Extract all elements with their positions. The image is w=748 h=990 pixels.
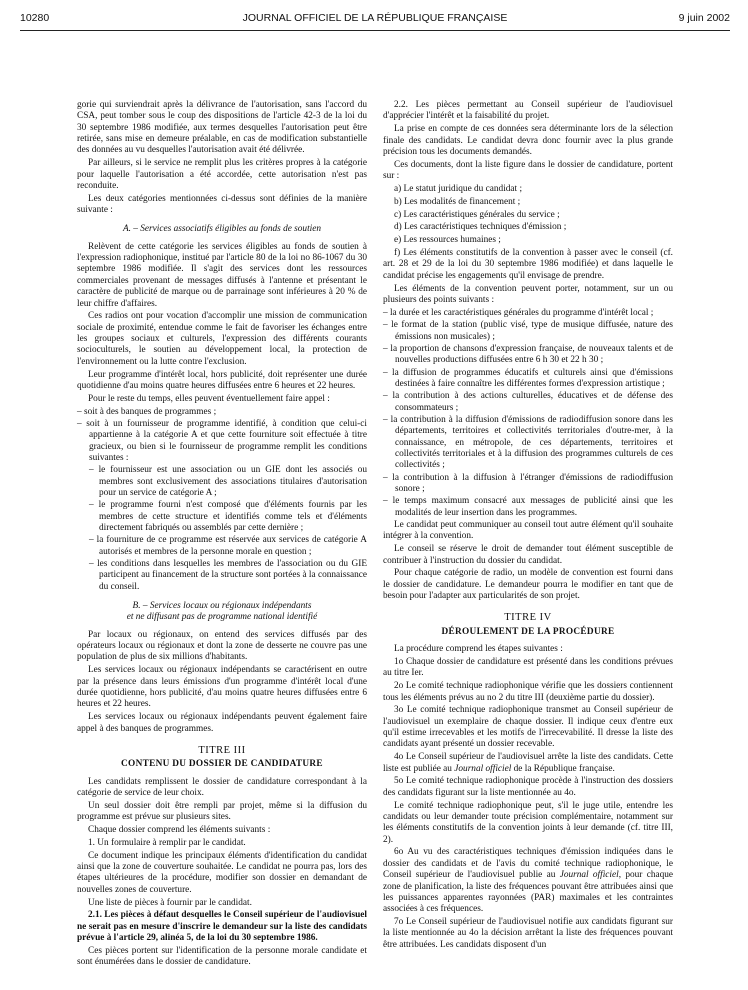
paragraph: 1. Un formulaire à remplir par le candidat.: [88, 837, 246, 848]
paragraph: Pour chaque catégorie de radio, un modèle de convention est fourni dans le dossier de candidature. Le demandeur pourra le modifier en tant que de besoin pour l'adapter aux particularités de son projet.: [383, 568, 673, 602]
paragraph: Relèvent de cette catégorie les services éligibles au fonds de soutien à l'expression radiophonique, institué par l'article 80 de la loi no 86-1067 du 30 septembre 1986 modifiée. Il s'agit des services dont les ressources commerciales provenant de messages diffusés à l'antenne et présentant le caractère de publicité de marque ou de parrainage sont inférieures à 20 % de leur chiffre d'affaires.: [77, 241, 367, 309]
section-heading-b: [77, 601, 367, 624]
titre-iii-heading: TITRE III: [198, 744, 246, 756]
paragraph: 2.2. Les pièces permettant au Conseil supérieur de l'audiovisuel d'apprécier l'intérêt et la faisabilité du projet.: [383, 100, 673, 122]
journal-title: JOURNAL OFFICIEL DE LA RÉPUBLIQUE FRANÇAISE: [242, 12, 508, 24]
list-item: – la proportion de chansons d'expression française, de nouveaux talents et de nouvelles productions diffusées entre 6 h 30 et 22 h 30 ;: [383, 343, 673, 366]
list-item: c) Les caractéristiques générales du service ;: [394, 209, 560, 220]
list-item: – le programme fourni n'est composé que d'éléments fournis par les membres de cette structure et identifiés comme tels et d'éléments directement fabriqués ou assemblés par cette dernière ;: [89, 500, 367, 534]
list-item: – la fourniture de ce programme est réservée aux services de catégorie A autorisés et membres de la personne morale en question ;: [89, 535, 367, 557]
paragraph: Les services locaux ou régionaux indépendants se caractérisent en outre par la présence dans leurs émissions d'un programme d'intérêt local d'une durée quotidienne, hors publicité, d'au moins quatre heures diffusées entre 6 heures et 22 heures.: [77, 665, 367, 710]
paragraph: Chaque dossier comprend les éléments suivants :: [88, 824, 271, 835]
journal-officiel-ref: Journal officiel: [454, 763, 512, 774]
paragraph: 2.1. Les pièces à défaut desquelles le Conseil supérieur de l'audiovisuel ne serait pas en mesure d'inscrire le demandeur sur la liste des candidats prévue à l'article 29, alinéa 5, de la loi du 30 septembre 1986.: [77, 910, 367, 944]
paragraph: Les éléments de la convention peuvent porter, notamment, sur un ou plusieurs des points suivants :: [383, 283, 673, 305]
paragraph: Pour le reste du temps, elles peuvent éventuellement faire appel :: [88, 393, 330, 404]
list-item: a) Le statut juridique du candidat ;: [394, 183, 523, 194]
paragraph: Le conseil se réserve le droit de demander tout élément susceptible de contribuer à l'instruction du dossier du candidat.: [383, 544, 673, 566]
titre-iv-heading: TITRE IV: [504, 612, 552, 624]
list-item: – la contribution à la diffusion d'émissions de radiodiffusion sonore dans les départements, territoires et collectivités territoriales d'outre-mer, à la connaissance, en métropole, de ces départements, territoires et collectivités territoriales et à la diffusion des programmes culturels de ces collectivités ;: [383, 414, 673, 471]
list-item: – la durée et les caractéristiques générales du programme d'intérêt local ;: [383, 307, 654, 318]
text-run: , pour chaque zone de planification, la liste des fréquences pouvant être attribuées ainsi que les puissances apparentes rayonnées (PAR) maximales et les contraintes associées à ces fréquences.: [383, 870, 674, 915]
page-header: [20, 12, 730, 28]
journal-officiel-ref: Journal officiel: [559, 870, 619, 881]
section-heading-b-line2: et ne diffusant pas de programme national identifié: [126, 612, 318, 623]
paragraph: Par ailleurs, si le service ne remplit plus les critères propres à la catégorie pour laquelle l'autorisation a été accordée, cette autorisation n'est pas reconduite.: [77, 158, 367, 191]
paragraph: gorie qui surviendrait après la délivrance de l'autorisation, sans l'accord du CSA, peut tomber sous le coup des dispositions de l'article 42-3 de la loi du 30 septembre 1986 modifiée, aux termes desquelles l'autorisation peut être retirée, sans mise en demeure préalable, en cas de modification substantielle des données au vu desquelles l'autorisation avait été délivrée.: [77, 100, 367, 156]
paragraph: La procédure comprend les étapes suivantes :: [394, 644, 563, 655]
paragraph: [383, 847, 673, 915]
paragraph: La prise en compte de ces données sera déterminante lors de la sélection finale des candidats. Le candidat devra donc fournir avec la plus grande précision tous les documents demandés.: [383, 124, 673, 157]
list-item: e) Les ressources humaines ;: [394, 235, 501, 246]
list-item: – le fournisseur est une association ou un GIE dont les associés ou membres sont exclusivement des associations titulaires d'autorisation pour un service de catégorie A ;: [89, 465, 367, 498]
paragraph: 7o Le Conseil supérieur de l'audiovisuel notifie aux candidats figurant sur la liste mentionnée au 4o la décision arrêtant la liste des fréquences pouvant être attribuées. Les candidats disposent d'un: [383, 917, 673, 950]
paragraph: Les services locaux ou régionaux indépendants peuvent également faire appel à des banques de programmes.: [77, 712, 367, 734]
list-item: – la contribution à des actions culturelles, éducatives et de défense des consommateurs ;: [383, 391, 673, 413]
list-item: b) Les modalités de financement ;: [394, 196, 521, 207]
issue-date: 9 juin 2002: [678, 12, 730, 24]
right-column: [383, 100, 673, 953]
paragraph: Ces pièces portent sur l'identification de la personne morale candidate et sont énumérées dans le dossier de candidature.: [77, 945, 367, 968]
paragraph: [383, 752, 673, 775]
paragraph: Ces documents, dont la liste figure dans le dossier de candidature, portent sur :: [383, 159, 673, 182]
paragraph: Les deux catégories mentionnées ci-dessus sont définies de la manière suivante :: [77, 193, 367, 216]
paragraph: 5o Le comité technique radiophonique procède à l'instruction des dossiers des candidats figurant sur la liste mentionnée au 4o.: [383, 776, 673, 798]
list-item: – les conditions dans lesquelles les membres de l'association ou du GIE participent au financement de la structure sont portées à la connaissance du conseil.: [89, 559, 367, 592]
left-column: [77, 100, 367, 970]
paragraph: 1o Chaque dossier de candidature est présenté dans les conditions prévues au titre Ier.: [383, 656, 673, 679]
text-run: 4o Le Conseil supérieur de l'audiovisuel arrête la liste des candidats. Cette liste est publiée au: [383, 752, 673, 774]
paragraph: 2o Le comité technique radiophonique vérifie que les dossiers contiennent tous les éléments prévus au no 2 du titre III (deuxième partie du dossier).: [383, 681, 673, 703]
paragraph: Leur programme d'intérêt local, hors publicité, doit représenter une durée quotidienne d'au moins quatre heures diffusées entre 6 heures et 22 heures.: [77, 369, 367, 391]
paragraph: Le comité technique radiophonique peut, s'il le juge utile, entendre les candidats ou leur demander toute précision complémentaire, notamment sur les éléments constitutifs de la convention joints à leur demande (cf. titre III, 2).: [383, 800, 673, 845]
list-item: – le temps maximum consacré aux messages de publicité ainsi que les modalités de leur insertion dans les programmes.: [383, 496, 673, 518]
titre-iii-subheading: CONTENU DU DOSSIER DE CANDIDATURE: [121, 759, 323, 770]
paragraph: Le candidat peut communiquer au conseil tout autre élément qu'il souhaite intégrer à la convention.: [383, 520, 673, 542]
paragraph: Les candidats remplissent le dossier de candidature correspondant à la catégorie de service de leur choix.: [77, 776, 367, 798]
paragraph: Ce document indique les principaux éléments d'identification du candidat ainsi que la zone de couverture souhaitée. Le candidat ne pourra pas, lors des étapes ultérieures de la procédure, modifier son dossier en demandant de nouvelles zones de couverture.: [77, 850, 367, 895]
section-heading-a: A. – Services associatifs éligibles au fonds de soutien: [122, 224, 322, 235]
list-item: d) Les caractéristiques techniques d'émission ;: [394, 222, 567, 233]
paragraph: Ces radios ont pour vocation d'accomplir une mission de communication sociale de proximité, entendue comme le fait de favoriser les échanges entre les groupes sociaux et culturels, l'expression des différents courants socioculturels, le soutien au développement local, la protection de l'environnement ou la lutte contre l'exclusion.: [77, 311, 367, 367]
list-item: – le format de la station (public visé, type de musique diffusée, nature des émissions non musicales) ;: [383, 320, 673, 342]
list-item: f) Les éléments constitutifs de la convention à passer avec le conseil (cf. art. 28 et 29 de la loi du 30 septembre 1986 modifiée) et dans laquelle le candidat précise les engagements qu'il envisage de prendre.: [383, 248, 673, 281]
paragraph: Une liste de pièces à fournir par le candidat.: [88, 897, 252, 908]
section-heading-b-line1: B. – Services locaux ou régionaux indépendants: [132, 601, 312, 612]
list-item: – soit à un fournisseur de programme identifié, à condition que celui-ci appartienne à la catégorie A et que cette fourniture soit effectuée à titre gracieux, ou bien si le fournisseur de programme remplit les conditions suivantes :: [77, 418, 367, 463]
header-rule: [20, 30, 730, 31]
paragraph: Par locaux ou régionaux, on entend des services diffusés par des opérateurs locaux ou régionaux et dont la zone de desserte ne couvre pas une population de plus de six millions d'habitants.: [77, 629, 367, 663]
paragraph: Un seul dossier doit être rempli par projet, même si la diffusion du programme est prévue sur plusieurs sites.: [77, 800, 367, 823]
list-item: – soit à des banques de programmes ;: [77, 406, 217, 417]
page-number: 10280: [20, 12, 50, 24]
titre-iv-subheading: DÉROULEMENT DE LA PROCÉDURE: [441, 626, 615, 637]
paragraph: 3o Le comité technique radiophonique transmet au Conseil supérieur de l'audiovisuel un exemplaire de chaque dossier. Il indique ceux d'entre eux qu'il estime irrecevables et les motifs de l'irrecevabilité. Il dresse la liste des candidats ayant présenté un dossier recevable.: [383, 705, 673, 750]
text-run: de la République française.: [513, 763, 615, 774]
list-item: – la contribution à la diffusion à l'étranger d'émissions de radiodiffusion sonore ;: [383, 472, 673, 494]
list-item: – la diffusion de programmes éducatifs et culturels ainsi que d'émissions destinées à faire connaître les différentes formes d'expression artistique ;: [383, 367, 673, 389]
text-run: 6o Au vu des caractéristiques techniques d'émission indiquées dans le dossier des candidats et de l'avis du comité technique radiophonique, le Conseil supérieur de l'audiovisuel publie au: [383, 847, 673, 881]
